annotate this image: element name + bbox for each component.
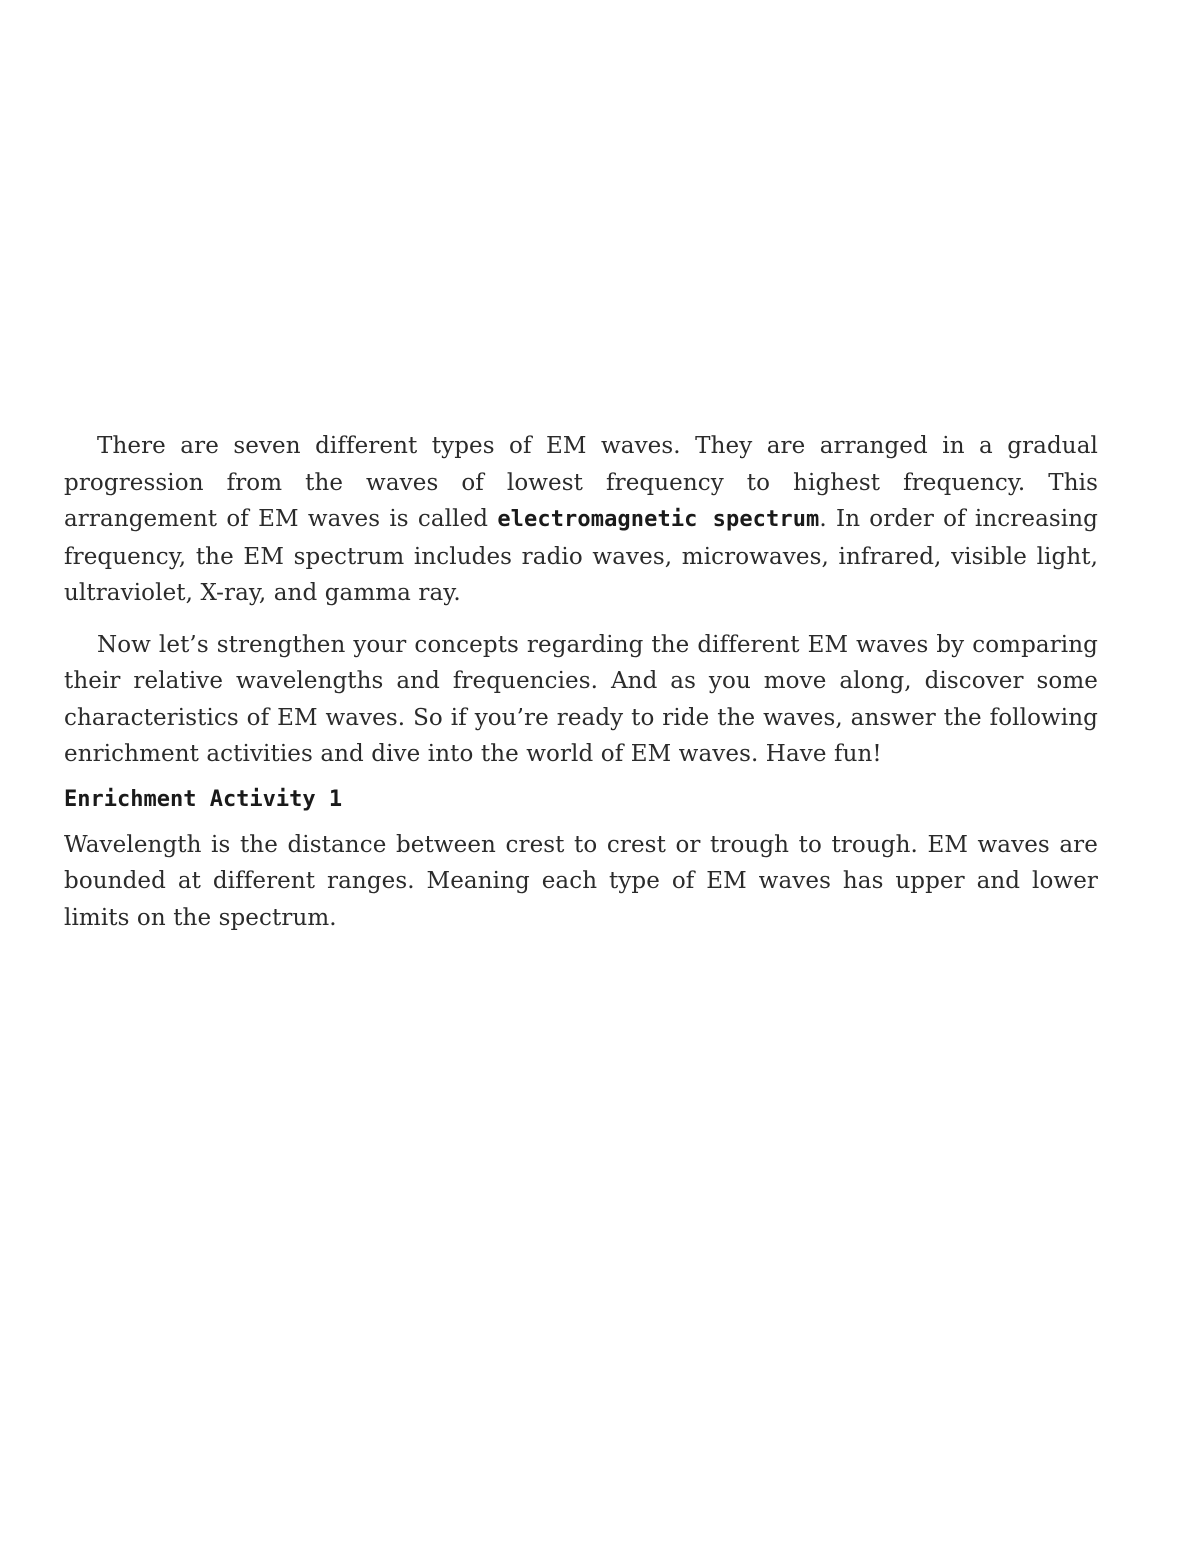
document-body <box>64 428 1098 936</box>
intro-text-end: . In order of increasing frequency, the EM spectrum includes radio waves, microwaves, infrared, visible light, ultraviolet, X-ray, and gamma ray. <box>64 506 1098 606</box>
wavelength-paragraph: Wavelength is the distance between crest to crest or trough to trough. EM waves are bounded at different ranges. Meaning each type of EM waves has upper and lower limits on the spectrum. <box>64 831 1098 931</box>
motivation-paragraph: Now let’s strengthen your concepts regarding the different EM waves by comparing their relative wavelengths and frequencies. And as you move along, discover some characteristics of EM waves. So if you’re ready to ride the waves, answer the following enrichment activities and dive into the world of EM waves. Have fun! <box>64 631 1098 767</box>
activity-heading: Enrichment Activity 1 <box>64 786 343 812</box>
intro-paragraph <box>64 428 1098 612</box>
key-term: electromagnetic spectrum <box>497 507 820 532</box>
intro-text-start: There are seven different types of EM waves. They are arranged in a gradual progression from the waves of lowest frequency to highest frequency. This arrangement of EM waves is called <box>64 433 1098 532</box>
